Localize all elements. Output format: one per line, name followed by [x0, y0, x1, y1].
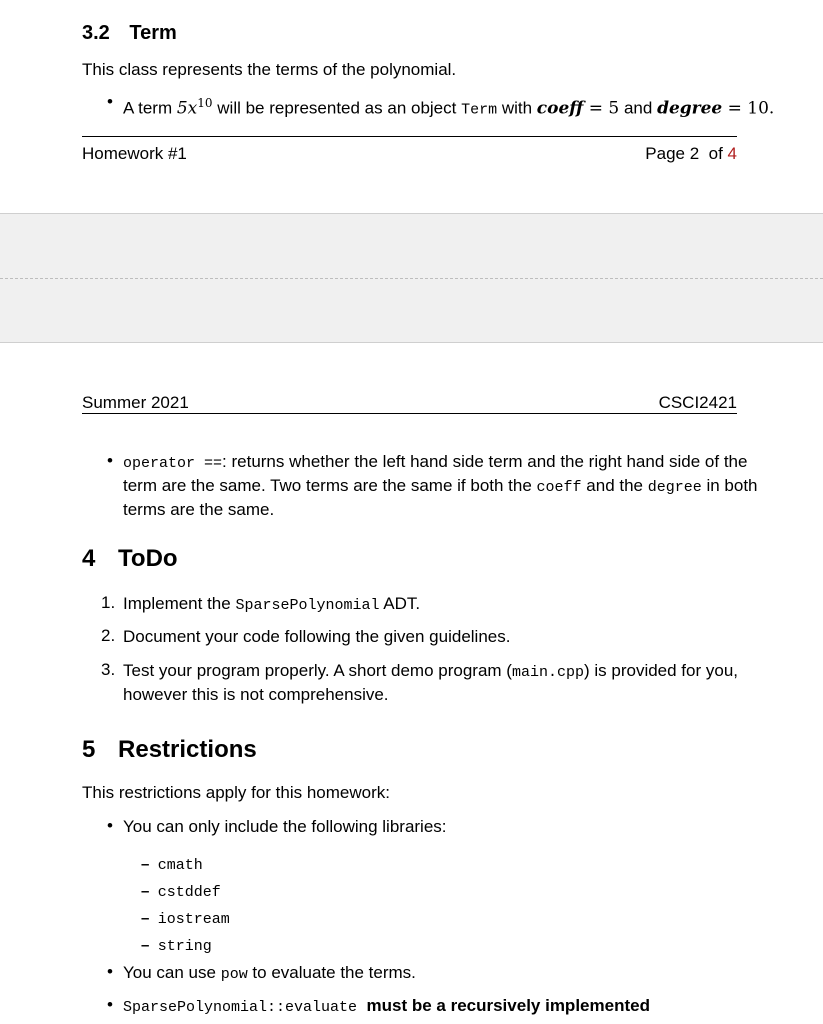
list-item: – cmath	[141, 856, 203, 874]
coeff-math: coeff	[536, 98, 584, 119]
todo-item	[123, 660, 743, 706]
todo-text-line2: however this is not comprehensive.	[123, 685, 389, 704]
page-total-link[interactable]: 4	[727, 144, 737, 163]
term-math-exponent: 10	[197, 96, 213, 110]
page-prefix: Page 2 of	[645, 144, 728, 163]
evaluate-bold-text: must be a recursively implemented	[366, 996, 650, 1015]
operator-text-3: terms are the same.	[123, 500, 275, 519]
term-bullet-and: and	[619, 98, 658, 118]
page-break-line	[0, 278, 823, 279]
degree-value: = 10.	[722, 98, 775, 119]
evaluate-bullet	[123, 995, 650, 1019]
evaluate-code: SparsePolynomial::evaluate	[123, 999, 358, 1016]
section-title: ToDo	[118, 545, 178, 572]
term-bullet-mid: will be represented as an object	[212, 98, 462, 118]
operator-text-2c: in both	[701, 476, 758, 495]
todo-item-number: 2.	[101, 626, 116, 645]
lib-name: cmath	[157, 857, 203, 874]
todo-text: ADT.	[379, 594, 421, 613]
footer-left: Homework #1	[82, 144, 187, 163]
section-number: 5	[82, 736, 96, 763]
todo-code: SparsePolynomial	[235, 597, 380, 614]
list-item: – iostream	[141, 910, 230, 928]
bullet-dot: •	[107, 816, 113, 835]
coeff-value: = 5	[583, 98, 620, 119]
term-math-base: 5x	[176, 98, 198, 119]
lib-name: string	[157, 938, 212, 955]
section-title: Term	[129, 22, 177, 44]
coeff-code: coeff	[536, 479, 582, 496]
bullet-dot: •	[107, 451, 113, 470]
todo-code: main.cpp	[511, 664, 584, 681]
section-4-heading	[82, 545, 178, 573]
list-item: – cstddef	[141, 883, 221, 901]
pow-bullet	[123, 962, 416, 986]
list-item: – string	[141, 937, 212, 955]
term-class-code: Term	[461, 101, 498, 119]
section-number: 3.2	[82, 22, 110, 44]
section-5-heading	[82, 736, 257, 764]
todo-item	[123, 593, 420, 617]
lib-name: cstddef	[157, 884, 221, 901]
todo-text: ) is provided for you,	[583, 661, 738, 680]
header-left: Summer 2021	[82, 393, 189, 412]
term-bullet-prefix: A term	[123, 98, 177, 118]
bullet-dot: •	[107, 995, 113, 1014]
term-bullet	[123, 92, 774, 122]
degree-code: degree	[647, 479, 702, 496]
pow-text: You can use	[123, 963, 221, 982]
libs-label: You can only include the following libraries:	[123, 817, 447, 836]
operator-code: operator ==	[123, 455, 223, 472]
todo-item-number: 1.	[101, 593, 116, 612]
todo-item-number: 3.	[101, 660, 116, 679]
todo-text: Test your program properly. A short demo program (	[123, 661, 512, 680]
operator-text-1: : returns whether the left hand side term and the right hand side of the	[222, 452, 748, 471]
bullet-dot: •	[107, 962, 113, 981]
section-title: Restrictions	[118, 736, 257, 763]
section-3-2-intro: This class represents the terms of the polynomial.	[82, 60, 457, 79]
degree-math: degree	[657, 98, 723, 119]
libs-list	[141, 852, 230, 960]
todo-item: Document your code following the given guidelines.	[123, 627, 511, 646]
lib-name: iostream	[157, 911, 230, 928]
pow-text: to evaluate the terms.	[247, 963, 416, 982]
operator-text-2b: and the	[581, 476, 648, 495]
footer-rule	[82, 136, 737, 137]
header-rule	[82, 413, 737, 414]
footer-page-number	[645, 143, 737, 165]
pow-code: pow	[220, 966, 248, 983]
term-bullet-with: with	[497, 98, 537, 118]
section-3-2-heading	[82, 22, 177, 45]
operator-bullet	[123, 451, 758, 521]
header-right: CSCI2421	[658, 393, 737, 412]
todo-text: Implement the	[123, 594, 236, 613]
restrictions-intro: This restrictions apply for this homework:	[82, 783, 390, 802]
section-number: 4	[82, 545, 96, 572]
operator-text-2a: term are the same. Two terms are the same if both the	[123, 476, 537, 495]
bullet-dot: •	[107, 92, 113, 111]
